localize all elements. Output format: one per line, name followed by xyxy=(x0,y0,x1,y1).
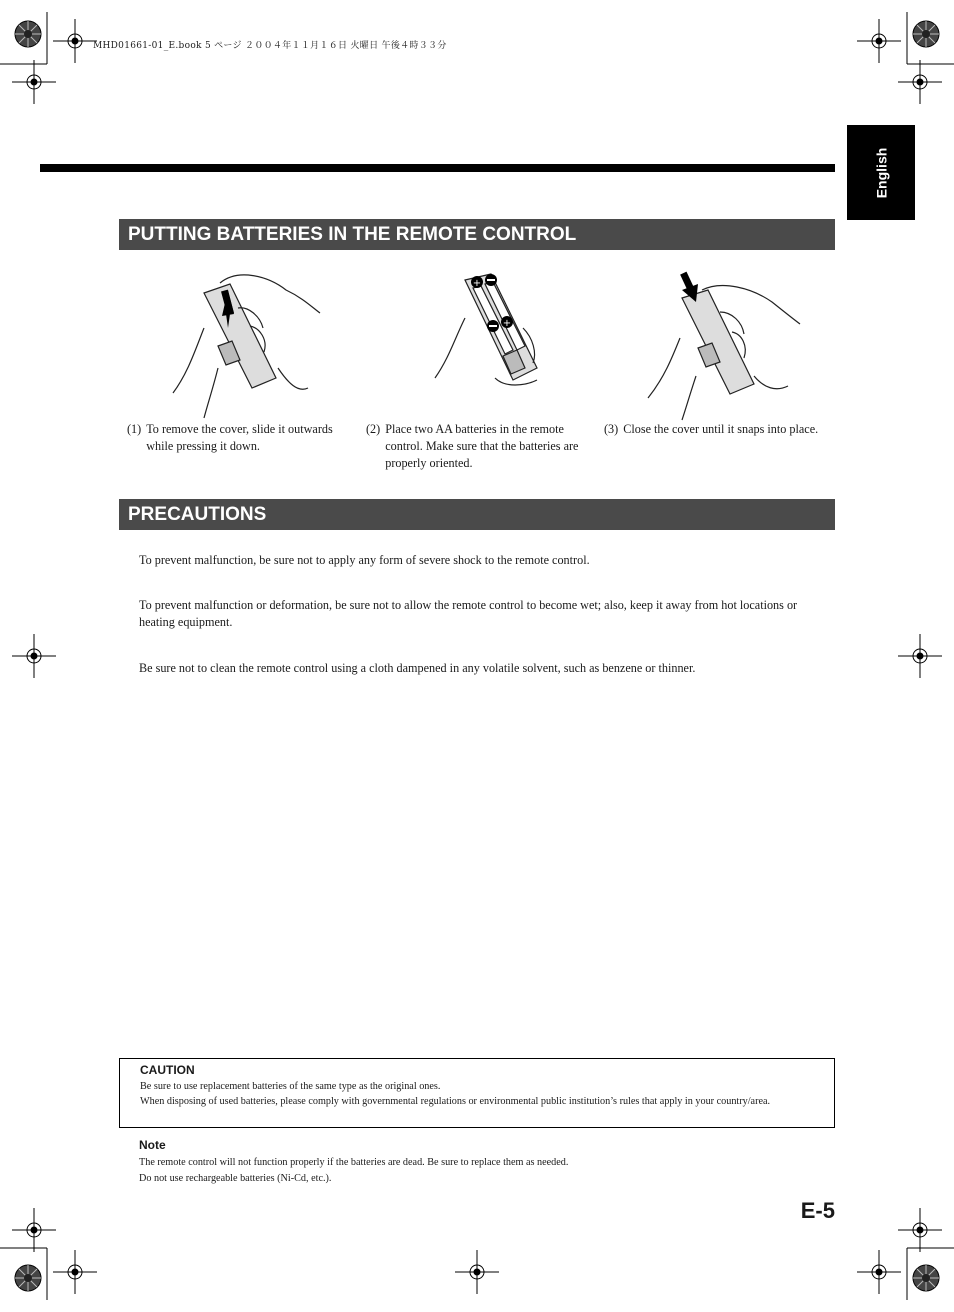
caution-heading: CAUTION xyxy=(140,1063,195,1077)
color-registration-icon xyxy=(912,1264,940,1292)
caution-text xyxy=(140,1080,820,1109)
note-line: Do not use rechargeable batteries (Ni-Cd, etc.). xyxy=(139,1173,332,1184)
language-tab xyxy=(847,125,915,220)
crosshair-mark-icon xyxy=(12,60,56,104)
battery-step-3 xyxy=(604,421,836,438)
step-text: Place two AA batteries in the remote control. Make sure that the batteries are properly oriented. xyxy=(385,422,579,470)
page-number: E-5 xyxy=(800,1198,835,1223)
crosshair-mark-icon xyxy=(53,1250,97,1294)
precaution-paragraph: Be sure not to clean the remote control using a cloth dampened in any volatile solvent, such as benzene or thinner. xyxy=(139,661,696,675)
step-number: (2) xyxy=(366,422,381,436)
precaution-paragraph: To prevent malfunction or deformation, be sure not to allow the remote control to become wet; also, keep it away from hot locations or heating equipment. xyxy=(139,598,798,629)
note-line: The remote control will not function properly if the batteries are dead. Be sure to replace them as needed. xyxy=(139,1157,569,1168)
insert-batteries-illustration xyxy=(425,268,585,423)
battery-section-title: PUTTING BATTERIES IN THE REMOTE CONTROL xyxy=(119,219,835,250)
precautions-section-title: PRECAUTIONS xyxy=(119,499,835,530)
note-heading: Note xyxy=(139,1138,166,1152)
crosshair-mark-icon xyxy=(12,634,56,678)
precaution-paragraph: To prevent malfunction, be sure not to apply any form of severe shock to the remote control. xyxy=(139,553,590,567)
battery-step-2 xyxy=(366,421,591,472)
crosshair-mark-icon xyxy=(12,1208,56,1252)
step-number: (1) xyxy=(127,422,142,436)
crosshair-mark-icon xyxy=(53,19,97,63)
crosshair-mark-icon xyxy=(857,19,901,63)
caution-line: Be sure to use replacement batteries of the same type as the original ones. xyxy=(140,1081,441,1092)
crosshair-mark-icon xyxy=(857,1250,901,1294)
crosshair-mark-icon xyxy=(455,1250,499,1294)
crosshair-mark-icon xyxy=(898,60,942,104)
remove-cover-illustration xyxy=(168,268,328,423)
language-tab-label: English xyxy=(873,147,889,198)
step-text: Close the cover until it snaps into place. xyxy=(623,422,819,436)
color-registration-icon xyxy=(14,20,42,48)
caution-box xyxy=(119,1058,835,1128)
step-number: (3) xyxy=(604,422,619,436)
top-rule xyxy=(40,164,835,172)
color-registration-icon xyxy=(14,1264,42,1292)
caution-line: When disposing of used batteries, please comply with governmental regulations or environmental public institution’s rules that apply in your country/area. xyxy=(140,1095,771,1107)
crosshair-mark-icon xyxy=(898,1208,942,1252)
svg-text:+: + xyxy=(502,318,512,329)
battery-step-1 xyxy=(127,421,352,455)
crosshair-mark-icon xyxy=(898,634,942,678)
step-text: To remove the cover, slide it outwards while pressing it down. xyxy=(146,422,333,453)
svg-text:+: + xyxy=(472,278,482,289)
print-file-header: MHD01661-01_E.book 5 ページ ２００４年１１月１６日 火曜日 午後４時３３分 xyxy=(93,41,447,51)
color-registration-icon xyxy=(912,20,940,48)
close-cover-illustration xyxy=(642,268,802,423)
note-text xyxy=(139,1155,829,1187)
